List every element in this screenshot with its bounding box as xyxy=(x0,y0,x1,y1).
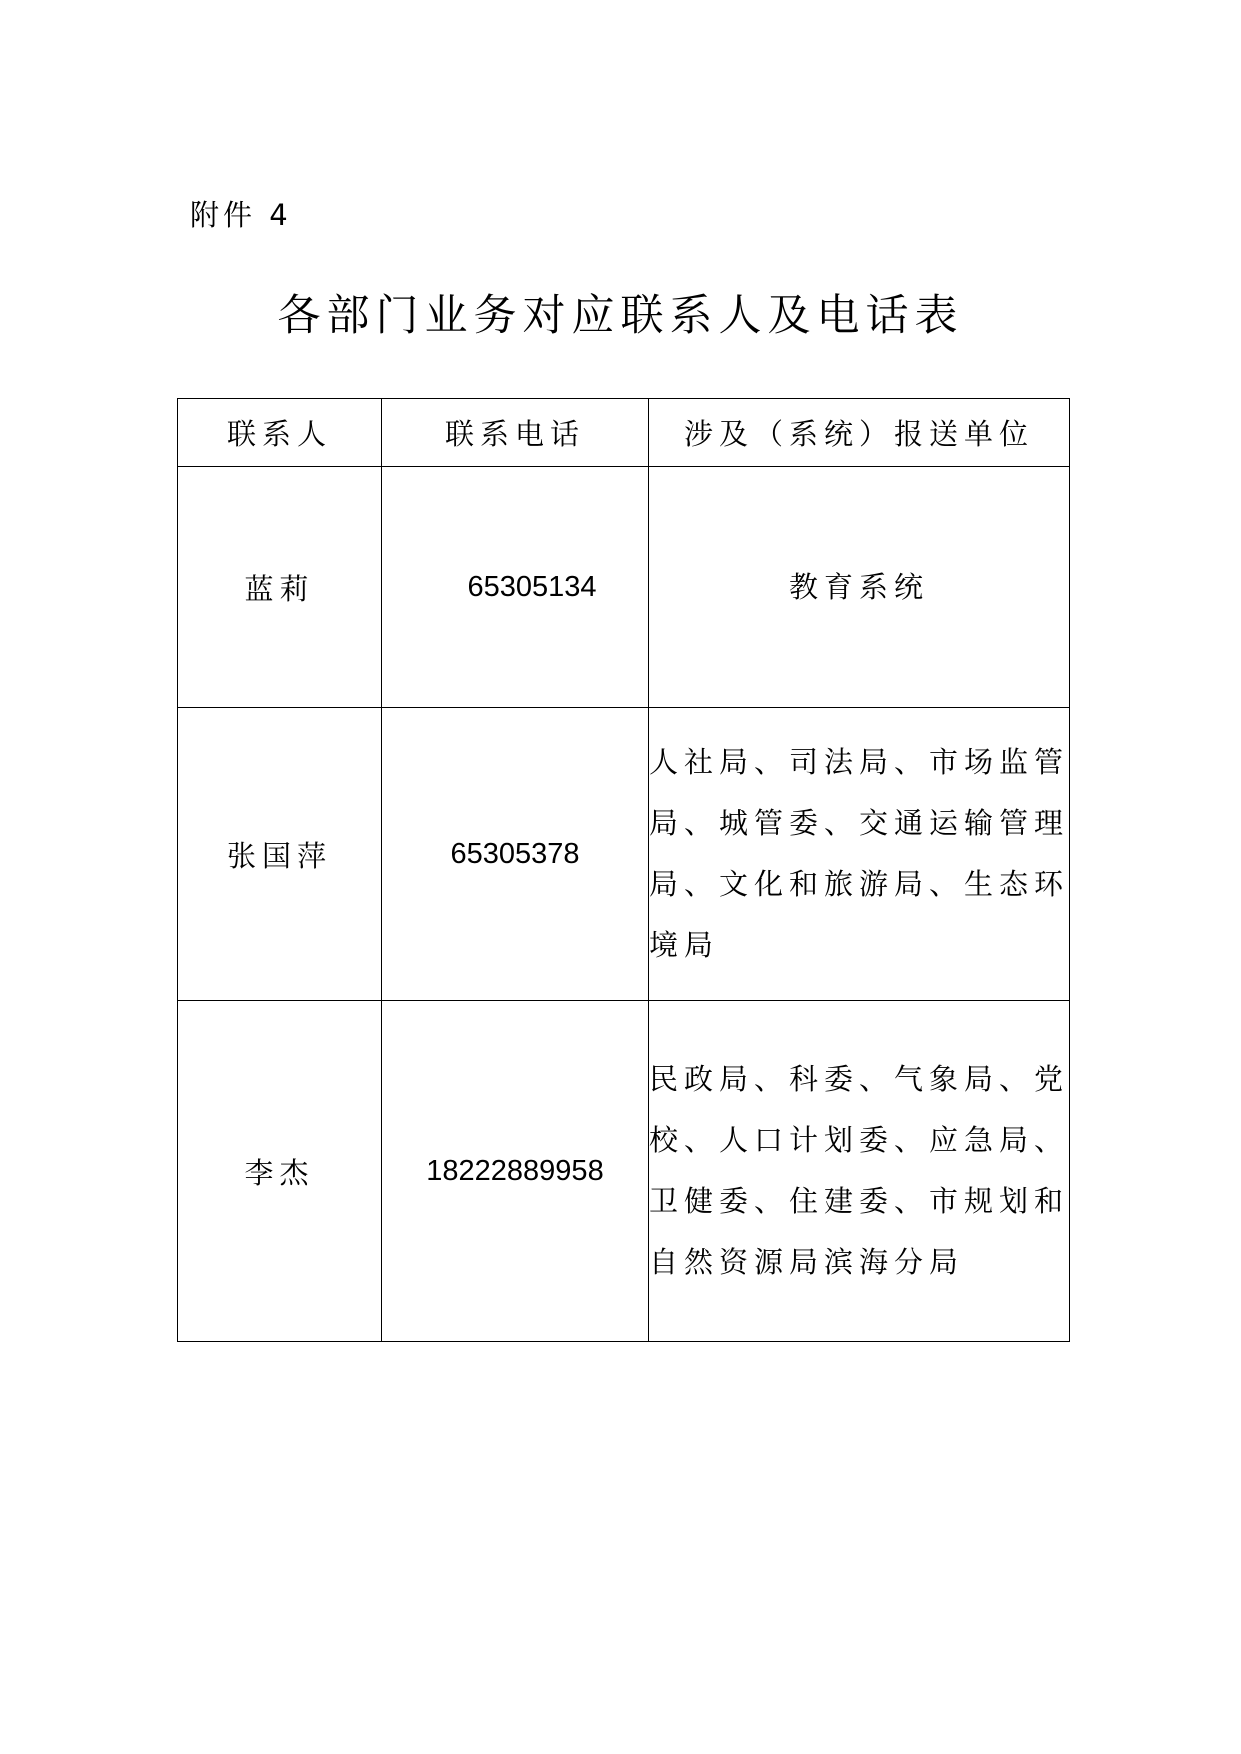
reporting-units: 人社局、司法局、市场监管局、城管委、交通运输管理局、文化和旅游局、生态环境局 xyxy=(649,708,1070,1001)
header-contact-phone: 联系电话 xyxy=(382,399,649,467)
contact-name: 李杰 xyxy=(178,1001,382,1342)
header-reporting-units: 涉及（系统）报送单位 xyxy=(649,399,1070,467)
table-header-row xyxy=(178,399,1070,467)
table-row xyxy=(178,708,1070,1001)
table-row xyxy=(178,467,1070,708)
contact-table xyxy=(177,398,1070,1342)
contact-name: 张国萍 xyxy=(178,708,382,1001)
table-row xyxy=(178,1001,1070,1342)
document-title: 各部门业务对应联系人及电话表 xyxy=(277,291,964,341)
reporting-units: 教育系统 xyxy=(649,467,1070,708)
contact-phone: 65305378 xyxy=(382,708,649,1001)
reporting-units: 民政局、科委、气象局、党校、人口计划委、应急局、卫健委、住建委、市规划和自然资源局滨海分局 xyxy=(649,1001,1070,1342)
attachment-label: 附件 4 xyxy=(190,198,292,232)
header-contact-person: 联系人 xyxy=(178,399,382,467)
contact-name: 蓝莉 xyxy=(178,467,382,708)
contact-phone: 65305134 xyxy=(382,467,649,708)
contact-phone: 18222889958 xyxy=(382,1001,649,1342)
